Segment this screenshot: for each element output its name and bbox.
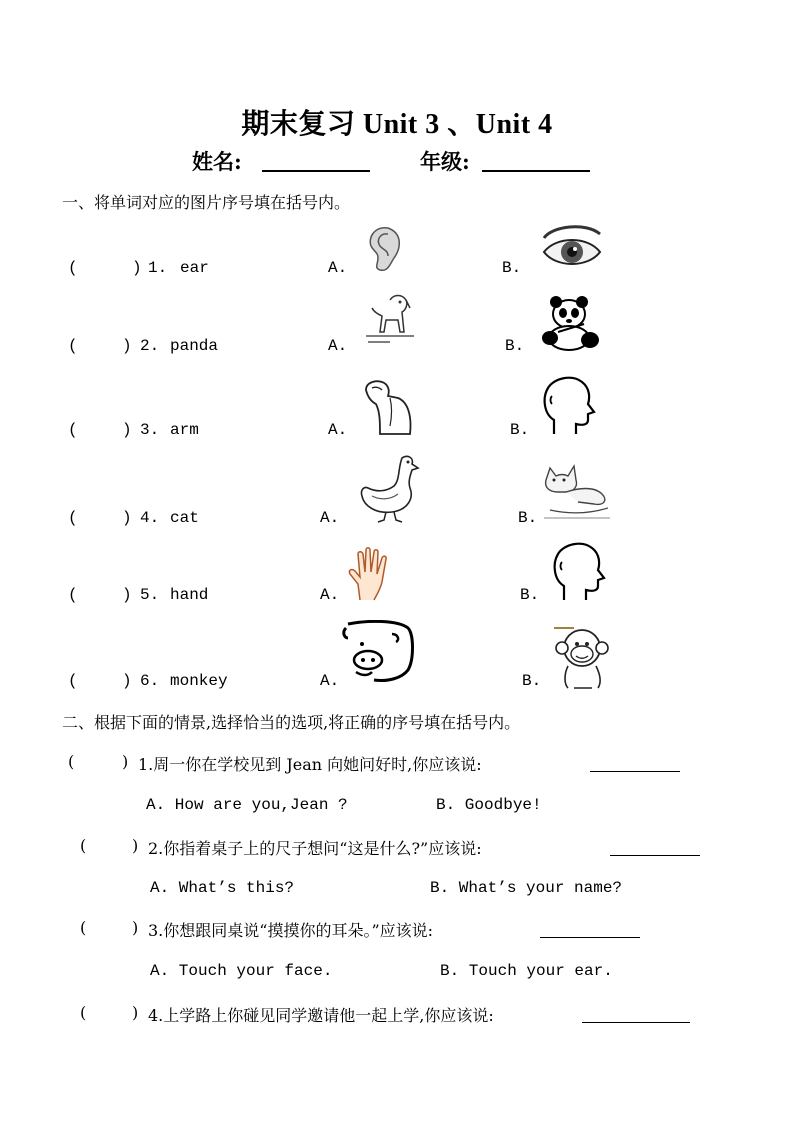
item-word: hand <box>170 586 209 604</box>
item-word: ear <box>180 259 209 277</box>
answer-blank[interactable] <box>92 1003 130 1021</box>
question-text: 2.你指着桌子上的尺子想问“这是什么?”应该说: <box>148 839 482 858</box>
item-number: 1. <box>148 259 168 277</box>
answer-blank[interactable] <box>80 672 118 690</box>
option-b-label: B. <box>520 586 540 604</box>
paren-close: ) <box>122 509 132 527</box>
paren-open: ( <box>68 259 78 277</box>
paren-open: ( <box>68 586 78 604</box>
option-a-label: A. <box>320 509 340 527</box>
item-word: monkey <box>170 672 228 690</box>
option-b-label: B. <box>510 421 530 439</box>
section1-heading: 一、将单词对应的图片序号填在括号内。 <box>62 193 351 212</box>
option-b: B. What’s your name? <box>430 879 623 897</box>
cat-icon <box>538 458 614 522</box>
paren-open: ( <box>80 918 87 937</box>
option-a-label: A. <box>328 421 348 439</box>
section2-heading: 二、根据下面的情景,选择恰当的选项,将正确的序号填在括号内。 <box>62 713 521 732</box>
eye-icon <box>540 222 604 274</box>
item-number: 2. <box>140 337 160 355</box>
paren-close: ) <box>122 752 129 771</box>
option-a-label: A. <box>328 259 348 277</box>
paren-close: ) <box>122 421 132 439</box>
answer-blank[interactable] <box>92 836 130 854</box>
answer-blank[interactable] <box>80 337 118 355</box>
duck-icon <box>358 452 422 524</box>
panda-icon <box>536 294 602 352</box>
question-text: 4.上学路上你碰见同学邀请他一起上学,你应该说: <box>148 1006 494 1025</box>
response-blank[interactable] <box>590 771 680 772</box>
option-a: A. What’s this? <box>150 879 295 897</box>
option-b: B. Goodbye! <box>436 796 542 814</box>
paren-close: ) <box>122 672 132 690</box>
paren-open: ( <box>68 509 78 527</box>
paren-close: ) <box>122 586 132 604</box>
answer-blank[interactable] <box>80 259 128 277</box>
name-label: 姓名: <box>192 149 242 174</box>
ear-icon <box>358 224 414 274</box>
question-text: 3.你想跟同桌说“摸摸你的耳朵。”应该说: <box>148 921 434 940</box>
response-blank[interactable] <box>610 855 700 856</box>
item-word: panda <box>170 337 219 355</box>
head-icon <box>540 374 598 438</box>
arm-icon <box>358 376 414 438</box>
option-b: B. Touch your ear. <box>440 962 613 980</box>
monkey-icon <box>548 624 628 690</box>
option-b-label: B. <box>518 509 538 527</box>
option-a: A. Touch your face. <box>150 962 333 980</box>
item-number: 5. <box>140 586 160 604</box>
grade-label: 年级: <box>420 149 470 174</box>
option-b-label: B. <box>505 337 525 355</box>
answer-blank[interactable] <box>80 752 118 770</box>
paren-open: ( <box>68 672 78 690</box>
response-blank[interactable] <box>540 937 640 938</box>
paren-open: ( <box>68 421 78 439</box>
option-a-label: A. <box>328 337 348 355</box>
option-a-label: A. <box>320 672 340 690</box>
item-number: 4. <box>140 509 160 527</box>
paren-open: ( <box>80 1003 87 1022</box>
item-number: 3. <box>140 421 160 439</box>
answer-blank[interactable] <box>80 509 118 527</box>
head-icon <box>550 540 608 604</box>
paren-close: ) <box>132 259 142 277</box>
paren-close: ) <box>122 337 132 355</box>
option-a: A. How are you,Jean ? <box>146 796 348 814</box>
grade-blank[interactable] <box>482 170 590 172</box>
item-number: 6. <box>140 672 160 690</box>
paren-close: ) <box>132 918 139 937</box>
paren-close: ) <box>132 836 139 855</box>
pig-icon <box>338 620 416 686</box>
response-blank[interactable] <box>582 1022 690 1023</box>
option-b-label: B. <box>502 259 522 277</box>
name-blank[interactable] <box>262 170 370 172</box>
item-word: cat <box>170 509 199 527</box>
option-a-label: A. <box>320 586 340 604</box>
answer-blank[interactable] <box>80 586 118 604</box>
paren-open: ( <box>68 337 78 355</box>
answer-blank[interactable] <box>80 421 118 439</box>
dog-icon <box>360 292 420 350</box>
paren-open: ( <box>68 752 75 771</box>
hand-icon <box>346 544 396 602</box>
option-b-label: B. <box>522 672 542 690</box>
question-text: 1.周一你在学校见到 Jean 向她问好时,你应该说: <box>138 755 482 774</box>
paren-open: ( <box>80 836 87 855</box>
item-word: arm <box>170 421 199 439</box>
paren-close: ) <box>132 1003 139 1022</box>
answer-blank[interactable] <box>92 918 130 936</box>
page-title: 期末复习 Unit 3 、Unit 4 <box>241 109 553 140</box>
